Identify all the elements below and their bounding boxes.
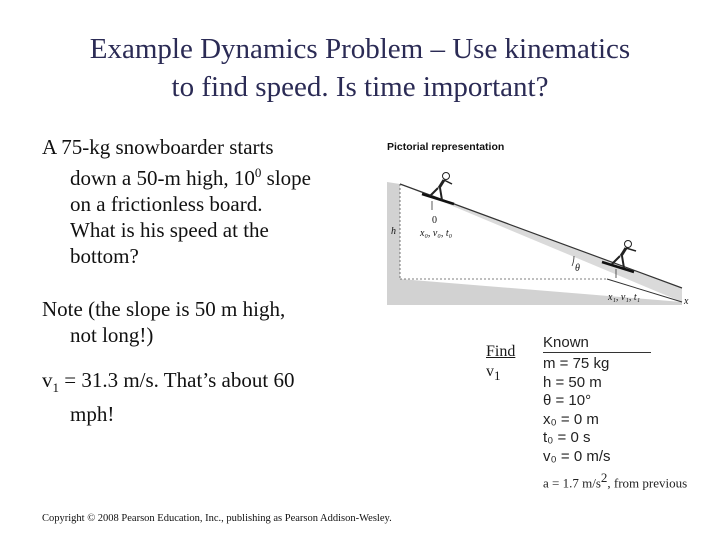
- figure-title: Pictorial representation: [387, 141, 505, 153]
- label-end: x₁, v₁, t₁: [608, 292, 641, 303]
- answer-var: v: [42, 368, 53, 392]
- problem-line-3: on a frictionless board.: [70, 192, 263, 216]
- note-text: [42, 296, 362, 348]
- answer-rest: = 31.3 m/s. That’s about 60: [59, 368, 295, 392]
- note-line-2: not long!): [70, 323, 154, 347]
- problem-line-4: What is his speed at the: [70, 218, 269, 242]
- label-theta: θ: [575, 263, 580, 274]
- answer-subscript: 1: [52, 380, 59, 396]
- label-zero: 0: [432, 215, 437, 226]
- degree-superscript: 0: [254, 165, 262, 180]
- angle-arc: [572, 256, 574, 266]
- slope-diagram: [382, 138, 694, 308]
- answer-text: [42, 367, 372, 427]
- copyright-notice: Copyright © 2008 Pearson Education, Inc., publishing as Pearson Addison-Wesley.: [42, 513, 392, 524]
- label-start: x₀, v₀, t₀: [420, 228, 453, 239]
- find-var: [486, 363, 501, 384]
- known-row: h = 50 m: [543, 373, 602, 391]
- known-table: [543, 334, 651, 466]
- problem-line-2: [42, 160, 362, 191]
- slope-shading: [387, 182, 682, 305]
- known-row: t₀ = 0 s: [543, 429, 591, 446]
- problem-statement: [42, 134, 362, 269]
- title-line-2: to find speed. Is time important?: [171, 71, 549, 103]
- accel-post: , from previous: [607, 475, 688, 491]
- answer-line-2: mph!: [70, 402, 115, 427]
- title-line-1: Example Dynamics Problem – Use kinematics: [89, 33, 631, 65]
- note-line-1: Note (the slope is 50 m high,: [42, 297, 286, 321]
- label-x: x: [684, 296, 689, 307]
- find-label: Find: [486, 343, 516, 360]
- snowboarder-top: [422, 173, 454, 205]
- problem-line-2-post: slope: [261, 166, 311, 190]
- known-row: m = 75 kg: [543, 355, 610, 372]
- problem-line-2-pre: down a 50-m high, 10: [70, 166, 255, 190]
- answer-line-1: [42, 367, 372, 401]
- problem-line-1: A 75-kg snowboarder starts: [42, 135, 274, 159]
- known-row: x₀ = 0 m: [543, 410, 599, 428]
- slide-title: [20, 30, 700, 106]
- accel-superscript: 2: [600, 470, 608, 485]
- pictorial-representation: [382, 138, 694, 308]
- accel-pre: a = 1.7 m/s: [543, 475, 601, 491]
- acceleration-note: [543, 468, 693, 492]
- known-row: v₀ = 0 m/s: [543, 447, 611, 465]
- known-row: θ = 10°: [543, 392, 592, 409]
- find-var-letter: v: [486, 363, 494, 380]
- find-var-subscript: 1: [494, 368, 501, 384]
- label-h: h: [391, 226, 396, 237]
- find-box: [486, 342, 515, 386]
- problem-line-5: bottom?: [70, 244, 139, 268]
- known-header: Known: [543, 334, 651, 353]
